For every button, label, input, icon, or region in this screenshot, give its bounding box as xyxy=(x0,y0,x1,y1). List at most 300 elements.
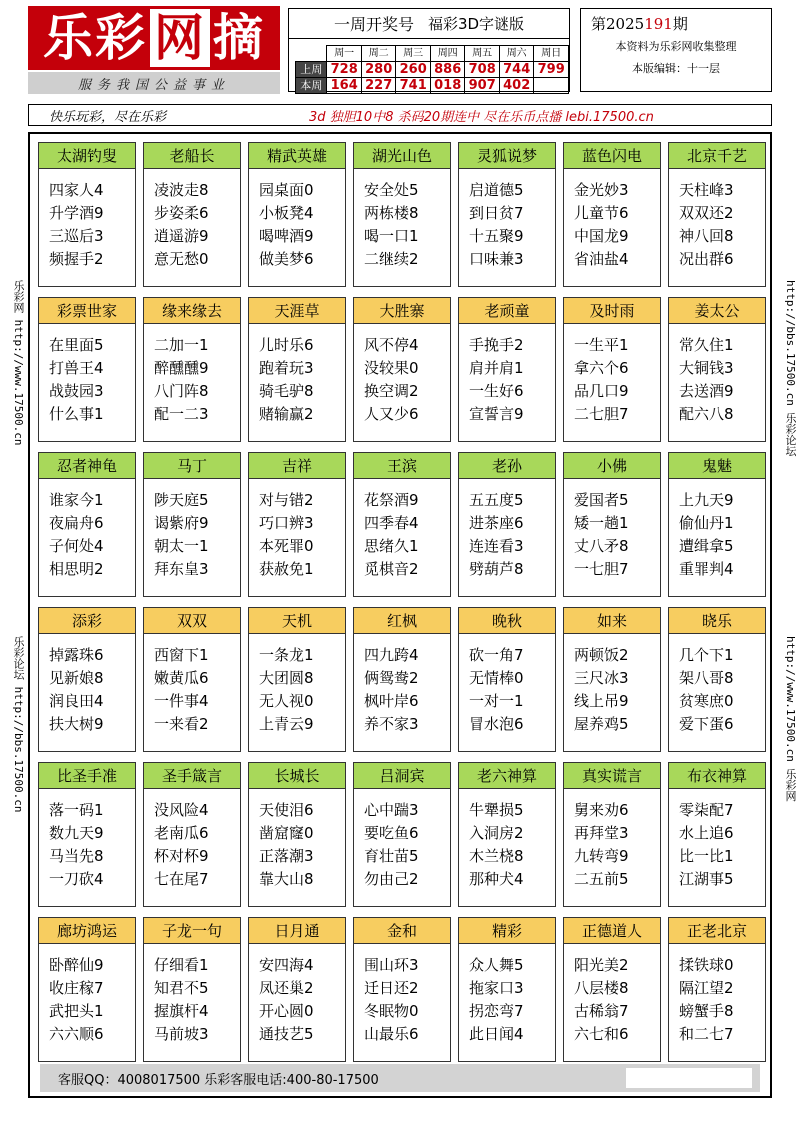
card-title: 子龙一句 xyxy=(144,918,240,944)
riddle-item: 无人视0 xyxy=(259,692,314,710)
riddle-item: 夜扁舟6 xyxy=(49,514,104,532)
riddle-item: 频握手2 xyxy=(49,250,104,268)
riddle-item: 三尺冰3 xyxy=(574,669,629,687)
riddle-item: 天柱峰3 xyxy=(679,181,734,199)
card-item-list xyxy=(354,944,450,1046)
riddle-item: 打兽王4 xyxy=(49,359,104,377)
card-title: 老孙 xyxy=(459,453,555,479)
riddle-card xyxy=(353,607,451,752)
riddle-item: 本死罪0 xyxy=(259,537,314,555)
riddle-item: 换空调2 xyxy=(364,382,419,400)
riddle-item: 二五前5 xyxy=(574,870,629,888)
logo-text-part3: 摘 xyxy=(213,9,265,67)
riddle-item: 谒紫府9 xyxy=(154,514,209,532)
riddle-item: 围山环3 xyxy=(364,956,419,974)
riddle-item: 马前坡3 xyxy=(154,1025,209,1043)
riddle-item: 配六八8 xyxy=(679,405,734,423)
riddle-item: 收庄稼7 xyxy=(49,979,104,997)
card-title: 老顽童 xyxy=(459,298,555,324)
riddle-card xyxy=(248,607,346,752)
riddle-item: 矮一趟1 xyxy=(574,514,629,532)
draw-number: 886 xyxy=(430,62,465,78)
card-item-list xyxy=(669,479,765,581)
riddle-card xyxy=(143,607,241,752)
riddle-item: 朝太一1 xyxy=(154,537,209,555)
riddle-item: 觅棋音2 xyxy=(364,560,419,578)
riddle-item: 大团圆8 xyxy=(259,669,314,687)
riddle-item: 配一二3 xyxy=(154,405,209,423)
riddle-item: 中国龙9 xyxy=(574,227,629,245)
riddle-item: 零柒配7 xyxy=(679,801,734,819)
card-title: 缘来缘去 xyxy=(144,298,240,324)
editor-credit: 本版编辑：十一层 xyxy=(632,62,720,75)
riddle-item: 屋养鸡5 xyxy=(574,715,629,733)
riddle-item: 人又少6 xyxy=(364,405,419,423)
riddle-item: 肩并肩1 xyxy=(469,359,524,377)
riddle-card xyxy=(353,452,451,597)
last-week-label: 上周 xyxy=(296,62,327,78)
riddle-item: 获赦免1 xyxy=(259,560,314,578)
card-title: 晚秋 xyxy=(459,608,555,634)
riddle-card xyxy=(248,452,346,597)
card-title: 布衣神算 xyxy=(669,763,765,789)
card-title: 双双 xyxy=(144,608,240,634)
riddle-item: 儿时乐6 xyxy=(259,336,314,354)
side-text-right-bottom: http://www.17500.cn 乐彩网 xyxy=(784,636,797,802)
riddle-item: 凌波走8 xyxy=(154,181,209,199)
footer-contact xyxy=(40,1064,760,1092)
this-week-label: 本周 xyxy=(296,78,327,94)
card-item-list xyxy=(249,634,345,736)
riddle-item: 一生好6 xyxy=(469,382,524,400)
weekly-draw-box xyxy=(288,8,570,92)
riddle-item: 去送酒9 xyxy=(679,382,734,400)
card-title: 太湖钓叟 xyxy=(39,143,135,169)
riddle-card xyxy=(143,917,241,1062)
card-title: 长城长 xyxy=(249,763,345,789)
riddle-item: 武把头1 xyxy=(49,1002,104,1020)
card-title: 鬼魅 xyxy=(669,453,765,479)
card-title: 姜太公 xyxy=(669,298,765,324)
riddle-card xyxy=(38,607,136,752)
card-item-list xyxy=(144,479,240,581)
riddle-item: 二继续2 xyxy=(364,250,419,268)
riddle-item: 舅来劝6 xyxy=(574,801,629,819)
riddle-item: 砍一角7 xyxy=(469,646,524,664)
banner-slogan: 快乐玩彩，尽在乐彩 xyxy=(49,109,167,125)
card-item-list xyxy=(459,789,555,891)
card-item-list xyxy=(459,944,555,1046)
side-text-right-top: http://bbs.17500.cn 乐彩论坛 xyxy=(784,280,797,457)
riddle-card xyxy=(563,297,661,442)
riddle-item: 常久住1 xyxy=(679,336,734,354)
card-item-list xyxy=(564,479,660,581)
riddle-item: 和二七7 xyxy=(679,1025,734,1043)
riddle-item: 口味兼3 xyxy=(469,250,524,268)
footer-blank-box xyxy=(626,1068,752,1088)
riddle-item: 俩鸳鸯2 xyxy=(364,669,419,687)
riddle-card xyxy=(38,297,136,442)
riddle-item: 四家人4 xyxy=(49,181,104,199)
card-item-list xyxy=(39,789,135,891)
issue-info-box xyxy=(580,8,772,92)
riddle-card xyxy=(248,142,346,287)
riddle-item: 赌输赢2 xyxy=(259,405,314,423)
card-item-list xyxy=(39,944,135,1046)
riddle-item: 一七胆7 xyxy=(574,560,629,578)
riddle-item: 养不家3 xyxy=(364,715,419,733)
riddle-item: 入洞房2 xyxy=(469,824,524,842)
site-logo xyxy=(28,6,280,70)
riddle-item: 迁日还2 xyxy=(364,979,419,997)
card-title: 王滨 xyxy=(354,453,450,479)
card-item-list xyxy=(669,634,765,736)
draw-number: 260 xyxy=(396,62,431,78)
card-title: 天涯草 xyxy=(249,298,345,324)
riddle-item: 大铜钱3 xyxy=(679,359,734,377)
riddle-item: 此日闻4 xyxy=(469,1025,524,1043)
riddle-item: 爱下蛋6 xyxy=(679,715,734,733)
riddle-card xyxy=(248,917,346,1062)
card-item-list xyxy=(144,634,240,736)
riddle-card xyxy=(458,297,556,442)
riddle-item: 一件事4 xyxy=(154,692,209,710)
riddle-item: 对与错2 xyxy=(259,491,314,509)
riddle-item: 阳光美2 xyxy=(574,956,629,974)
riddle-card xyxy=(353,917,451,1062)
riddle-item: 况出群6 xyxy=(679,250,734,268)
card-title: 老六神算 xyxy=(459,763,555,789)
slogan: 服务我国公益事业 xyxy=(28,72,280,94)
riddle-item: 老南瓜6 xyxy=(154,824,209,842)
riddle-card xyxy=(458,607,556,752)
riddle-item: 思绪久1 xyxy=(364,537,419,555)
riddle-item: 做美梦6 xyxy=(259,250,314,268)
riddle-card xyxy=(143,297,241,442)
riddle-item: 众人舞5 xyxy=(469,956,524,974)
day-header: 周四 xyxy=(430,46,465,62)
riddle-card xyxy=(563,142,661,287)
card-title: 如来 xyxy=(564,608,660,634)
riddle-item: 要吃鱼6 xyxy=(364,824,419,842)
riddle-item: 贫寒庶0 xyxy=(679,692,734,710)
riddle-item: 安四海4 xyxy=(259,956,314,974)
riddle-item: 数九天9 xyxy=(49,824,104,842)
draw-number: 402 xyxy=(499,78,534,94)
riddle-item: 启道德5 xyxy=(469,181,524,199)
card-item-list xyxy=(39,169,135,271)
riddle-item: 拿六个6 xyxy=(574,359,629,377)
card-title: 大胜寨 xyxy=(354,298,450,324)
riddle-item: 进茶座6 xyxy=(469,514,524,532)
riddle-item: 马当先8 xyxy=(49,847,104,865)
riddle-item: 相思明2 xyxy=(49,560,104,578)
card-item-list xyxy=(144,324,240,426)
card-item-list xyxy=(564,944,660,1046)
card-item-list xyxy=(564,789,660,891)
riddle-item: 八层楼8 xyxy=(574,979,629,997)
card-title: 彩票世家 xyxy=(39,298,135,324)
card-title: 真实谎言 xyxy=(564,763,660,789)
riddle-item: 连连看3 xyxy=(469,537,524,555)
card-item-list xyxy=(144,789,240,891)
riddle-item: 花祭酒9 xyxy=(364,491,419,509)
riddle-item: 那种犬4 xyxy=(469,870,524,888)
draw-number: 744 xyxy=(499,62,534,78)
riddle-item: 儿童节6 xyxy=(574,204,629,222)
prize-title: 一周开奖号 xyxy=(333,15,414,34)
riddle-item: 六六顺6 xyxy=(49,1025,104,1043)
card-title: 马丁 xyxy=(144,453,240,479)
riddle-item: 古稀翁7 xyxy=(574,1002,629,1020)
draw-number: 164 xyxy=(327,78,362,94)
riddle-item: 丈八矛8 xyxy=(574,537,629,555)
card-item-list xyxy=(249,324,345,426)
card-item-list xyxy=(354,789,450,891)
card-title: 正老北京 xyxy=(669,918,765,944)
card-item-list xyxy=(669,789,765,891)
riddle-item: 冬眠物0 xyxy=(364,1002,419,1020)
card-item-list xyxy=(669,324,765,426)
riddle-item: 几个下1 xyxy=(679,646,734,664)
riddle-card xyxy=(563,607,661,752)
card-item-list xyxy=(39,479,135,581)
riddle-card xyxy=(38,452,136,597)
riddle-item: 四季春4 xyxy=(364,514,419,532)
draw-number: 741 xyxy=(396,78,431,94)
riddle-item: 风不停4 xyxy=(364,336,419,354)
riddle-item: 水上追6 xyxy=(679,824,734,842)
card-title: 金和 xyxy=(354,918,450,944)
card-item-list xyxy=(39,324,135,426)
riddle-item: 育壮苗5 xyxy=(364,847,419,865)
riddle-item: 二加一1 xyxy=(154,336,209,354)
riddle-item: 劈葫芦8 xyxy=(469,560,524,578)
riddle-item: 杯对杯9 xyxy=(154,847,209,865)
riddle-card xyxy=(458,142,556,287)
riddle-item: 掉露珠6 xyxy=(49,646,104,664)
card-item-list xyxy=(354,169,450,271)
riddle-item: 没风险4 xyxy=(154,801,209,819)
card-title: 日月通 xyxy=(249,918,345,944)
day-header: 周五 xyxy=(465,46,500,62)
riddle-item: 一对一1 xyxy=(469,692,524,710)
riddle-item: 二七胆7 xyxy=(574,405,629,423)
riddle-item: 上九天9 xyxy=(679,491,734,509)
footer-text: 客服QQ：4008017500 乐彩客服电话:400-80-17500 xyxy=(58,1072,379,1088)
riddle-item: 步姿柔6 xyxy=(154,204,209,222)
riddle-item: 神八回8 xyxy=(679,227,734,245)
riddle-item: 勿由己2 xyxy=(364,870,419,888)
draw-number: 280 xyxy=(361,62,396,78)
issue-number: 第2025191期 xyxy=(591,15,688,33)
riddle-item: 正落潮3 xyxy=(259,847,314,865)
card-title: 精武英雄 xyxy=(249,143,345,169)
draw-number: 728 xyxy=(327,62,362,78)
riddle-item: 金光妙3 xyxy=(574,181,629,199)
riddle-card xyxy=(38,762,136,907)
riddle-card xyxy=(668,452,766,597)
riddle-card xyxy=(668,607,766,752)
draw-number: 708 xyxy=(465,62,500,78)
riddle-item: 手挽手2 xyxy=(469,336,524,354)
draw-number: 907 xyxy=(465,78,500,94)
riddle-item: 两顿饭2 xyxy=(574,646,629,664)
day-header: 周日 xyxy=(534,46,569,62)
riddle-item: 冒水泡6 xyxy=(469,715,524,733)
logo-text-part1: 乐彩 xyxy=(43,9,147,67)
card-item-list xyxy=(249,169,345,271)
riddle-item: 巧口辨3 xyxy=(259,514,314,532)
riddle-item: 见新娘8 xyxy=(49,669,104,687)
day-header: 周一 xyxy=(327,46,362,62)
riddle-item: 逍遥游9 xyxy=(154,227,209,245)
riddle-item: 嫩黄瓜6 xyxy=(154,669,209,687)
card-title: 廊坊鸿运 xyxy=(39,918,135,944)
draw-number xyxy=(534,78,569,94)
riddle-item: 一生平1 xyxy=(574,336,629,354)
card-title: 及时雨 xyxy=(564,298,660,324)
riddle-item: 十五聚9 xyxy=(469,227,524,245)
card-item-list xyxy=(459,169,555,271)
riddle-item: 螃蟹手8 xyxy=(679,1002,734,1020)
card-title: 正德道人 xyxy=(564,918,660,944)
riddle-item: 安全处5 xyxy=(364,181,419,199)
card-item-list xyxy=(459,324,555,426)
riddle-card xyxy=(248,297,346,442)
card-item-list xyxy=(564,634,660,736)
riddle-item: 扶大树9 xyxy=(49,715,104,733)
card-title: 比圣手准 xyxy=(39,763,135,789)
riddle-item: 牛犟损5 xyxy=(469,801,524,819)
banner-promo-link[interactable]: 3d 独胆10中8 杀码20期连中 尽在乐币点播 lebi.17500.cn xyxy=(309,109,654,125)
riddle-item: 两栋楼8 xyxy=(364,204,419,222)
card-title: 蓝色闪电 xyxy=(564,143,660,169)
riddle-item: 四九跨4 xyxy=(364,646,419,664)
riddle-card xyxy=(248,762,346,907)
riddle-item: 三巡后3 xyxy=(49,227,104,245)
riddle-card xyxy=(353,762,451,907)
riddle-item: 卧醉仙9 xyxy=(49,956,104,974)
card-title: 忍者神龟 xyxy=(39,453,135,479)
draw-number: 799 xyxy=(534,62,569,78)
riddle-item: 宣誓言9 xyxy=(469,405,524,423)
day-header: 周二 xyxy=(361,46,396,62)
card-item-list xyxy=(459,634,555,736)
card-item-list xyxy=(144,169,240,271)
riddle-item: 握旗杆4 xyxy=(154,1002,209,1020)
riddle-item: 喝一口1 xyxy=(364,227,419,245)
riddle-item: 子何处4 xyxy=(49,537,104,555)
riddle-item: 江湖事5 xyxy=(679,870,734,888)
riddle-item: 润良田4 xyxy=(49,692,104,710)
riddle-card xyxy=(458,917,556,1062)
riddle-item: 战鼓园3 xyxy=(49,382,104,400)
riddle-card xyxy=(563,452,661,597)
riddle-item: 意无愁0 xyxy=(154,250,209,268)
riddle-card xyxy=(143,762,241,907)
riddle-item: 爱国者5 xyxy=(574,491,629,509)
riddle-item: 六七和6 xyxy=(574,1025,629,1043)
riddle-item: 西窗下1 xyxy=(154,646,209,664)
riddle-item: 喝啤酒9 xyxy=(259,227,314,245)
card-item-list xyxy=(144,944,240,1046)
riddle-item: 五五度5 xyxy=(469,491,524,509)
riddle-item: 品几口9 xyxy=(574,382,629,400)
riddle-card xyxy=(668,142,766,287)
riddle-item: 通技艺5 xyxy=(259,1025,314,1043)
riddle-card-grid xyxy=(38,142,766,1062)
riddle-item: 跑着玩3 xyxy=(259,359,314,377)
riddle-card xyxy=(668,762,766,907)
promo-banner xyxy=(28,104,772,126)
card-item-list xyxy=(459,479,555,581)
day-header: 周三 xyxy=(396,46,431,62)
riddle-card xyxy=(143,452,241,597)
riddle-card xyxy=(353,142,451,287)
side-text-left-top: 乐彩网 http://www.17500.cn xyxy=(12,280,25,446)
card-item-list xyxy=(669,169,765,271)
riddle-item: 线上吊9 xyxy=(574,692,629,710)
card-title: 添彩 xyxy=(39,608,135,634)
riddle-item: 重罪判4 xyxy=(679,560,734,578)
card-item-list xyxy=(354,324,450,426)
riddle-item: 枫叶岸6 xyxy=(364,692,419,710)
card-item-list xyxy=(354,634,450,736)
draw-number: 018 xyxy=(430,78,465,94)
riddle-item: 比一比1 xyxy=(679,847,734,865)
riddle-item: 九转弯9 xyxy=(574,847,629,865)
riddle-item: 升学酒9 xyxy=(49,204,104,222)
logo-text-part2: 网 xyxy=(150,9,210,67)
riddle-item: 再拜堂3 xyxy=(574,824,629,842)
riddle-item: 一刀砍4 xyxy=(49,870,104,888)
prize-subtitle: 福彩3D字谜版 xyxy=(427,15,525,33)
riddle-item: 七在尾7 xyxy=(154,870,209,888)
riddle-item: 遭缉拿5 xyxy=(679,537,734,555)
riddle-item: 园桌面0 xyxy=(259,181,314,199)
riddle-item: 凤还巢2 xyxy=(259,979,314,997)
card-title: 老船长 xyxy=(144,143,240,169)
card-title: 北京千艺 xyxy=(669,143,765,169)
riddle-card xyxy=(563,917,661,1062)
riddle-card xyxy=(353,297,451,442)
riddle-item: 一来看2 xyxy=(154,715,209,733)
riddle-item: 什么事1 xyxy=(49,405,104,423)
card-title: 红枫 xyxy=(354,608,450,634)
riddle-item: 八门阵8 xyxy=(154,382,209,400)
side-text-left-bottom: 乐彩论坛 http://bbs.17500.cn xyxy=(12,636,25,813)
riddle-item: 拖家口3 xyxy=(469,979,524,997)
riddle-item: 无情棒0 xyxy=(469,669,524,687)
riddle-item: 架八哥8 xyxy=(679,669,734,687)
riddle-item: 陟天庭5 xyxy=(154,491,209,509)
riddle-item: 心中踹3 xyxy=(364,801,419,819)
riddle-card xyxy=(458,762,556,907)
riddle-item: 一条龙1 xyxy=(259,646,314,664)
riddle-item: 仔细看1 xyxy=(154,956,209,974)
riddle-item: 天使泪6 xyxy=(259,801,314,819)
riddle-item: 双双还2 xyxy=(679,204,734,222)
riddle-item: 上青云9 xyxy=(259,715,314,733)
riddle-item: 拜东皇3 xyxy=(154,560,209,578)
day-header: 周六 xyxy=(499,46,534,62)
riddle-card xyxy=(668,917,766,1062)
riddle-item: 没较果0 xyxy=(364,359,419,377)
card-item-list xyxy=(249,479,345,581)
card-title: 湖光山色 xyxy=(354,143,450,169)
card-title: 圣手箴言 xyxy=(144,763,240,789)
